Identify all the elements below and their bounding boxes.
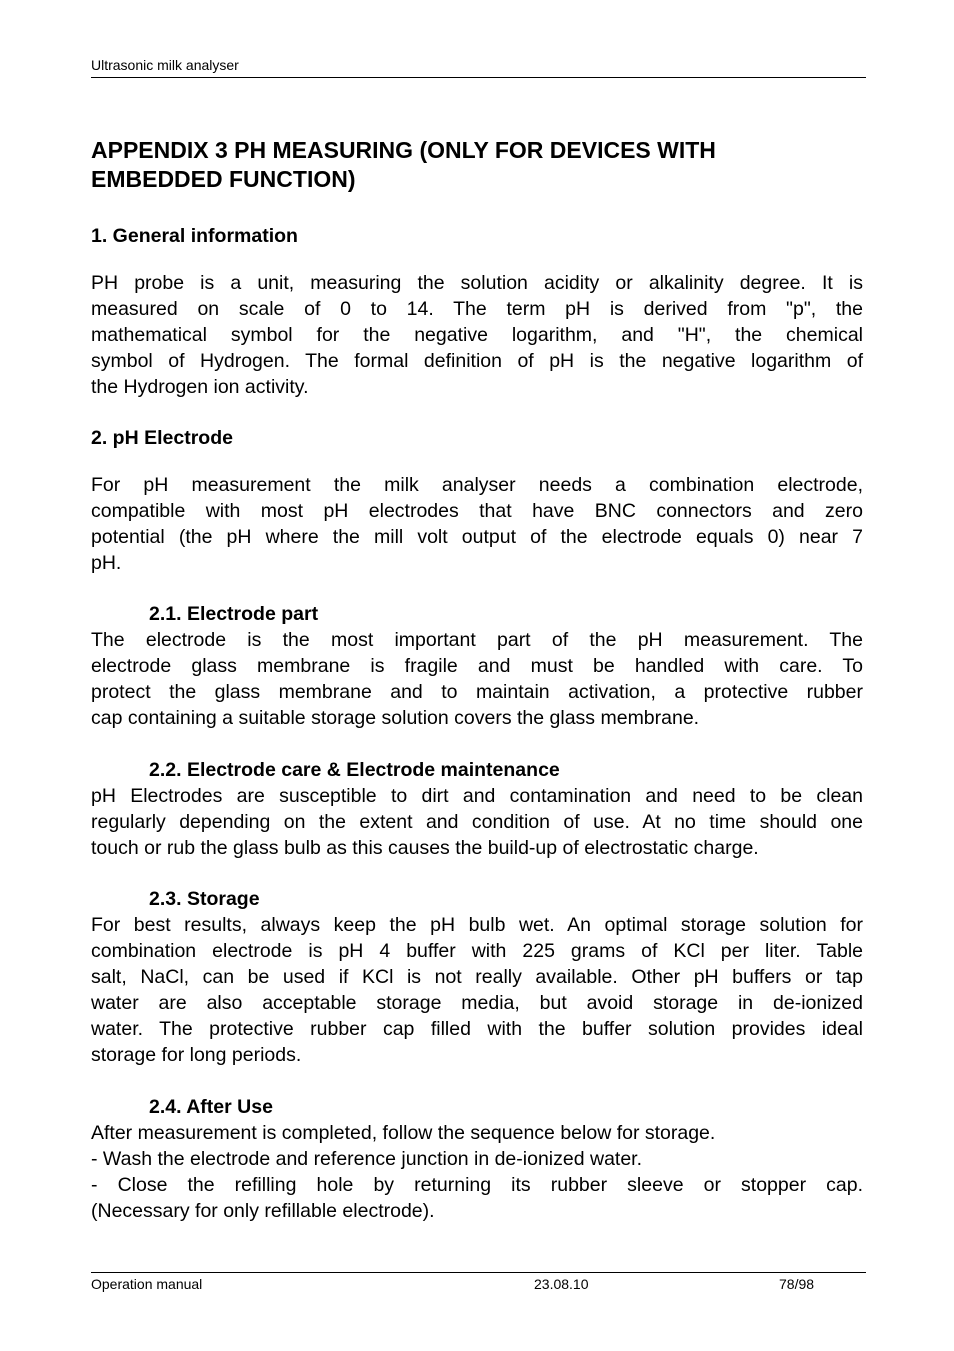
subsection-heading-care: 2.2. Electrode care & Electrode maintenance — [149, 759, 560, 781]
text-line: cap containing a suitable storage solution covers the glass membrane. — [91, 707, 700, 729]
text-line: electrode glass membrane is fragile and must be handled with care. To — [91, 655, 863, 677]
text-line: salt, NaCl, can be used if KCl is not really available. Other pH buffers or tap — [91, 966, 863, 988]
text-line: After measurement is completed, follow the sequence below for storage. — [91, 1122, 716, 1144]
page-header — [91, 57, 866, 78]
text-line: touch or rub the glass bulb as this causes the build-up of electrostatic charge. — [91, 837, 759, 859]
text-line: combination electrode is pH 4 buffer with 225 grams of KCl per liter. Table — [91, 940, 863, 962]
text-line: (Necessary for only refillable electrode). — [91, 1200, 435, 1222]
text-line: regularly depending on the extent and condition of use. At no time should one — [91, 811, 863, 833]
document-body — [91, 136, 863, 1224]
text-line: pH. — [91, 552, 122, 574]
text-line: For pH measurement the milk analyser needs a combination electrode, — [91, 474, 863, 496]
footer-document-name: Operation manual — [91, 1276, 203, 1292]
text-line: water are also acceptable storage media, but avoid storage in de-ionized — [91, 992, 863, 1014]
text-line: the Hydrogen ion activity. — [91, 376, 309, 398]
text-line: measured on scale of 0 to 14. The term pH is derived from "p", the — [91, 298, 863, 320]
text-line: storage for long periods. — [91, 1044, 302, 1066]
text-line: symbol of Hydrogen. The formal definition of pH is the negative logarithm of — [91, 350, 863, 372]
text-line: potential (the pH where the mill volt output of the electrode equals 0) near 7 — [91, 526, 863, 548]
text-line: mathematical symbol for the negative logarithm, and "H", the chemical — [91, 324, 863, 346]
text-line: - Wash the electrode and reference junction in de-ionized water. — [91, 1148, 643, 1170]
subsection-heading-electrode-part: 2.1. Electrode part — [149, 603, 319, 625]
text-line: water. The protective rubber cap filled with the buffer solution provides ideal — [91, 1018, 863, 1040]
page-footer — [91, 1272, 866, 1292]
text-line: PH probe is a unit, measuring the solution acidity or alkalinity degree. It is — [91, 272, 863, 294]
subsection-text-electrode-part — [91, 627, 863, 731]
text-line: - Close the refilling hole by returning its rubber sleeve or stopper cap. — [91, 1174, 863, 1196]
subsection-heading-storage: 2.3. Storage — [149, 888, 260, 910]
appendix-title — [91, 136, 863, 194]
appendix-title-line: EMBEDDED FUNCTION) — [91, 166, 356, 192]
section-heading-electrode: 2. pH Electrode — [91, 427, 233, 449]
footer-page-number: 78/98 — [779, 1276, 815, 1292]
text-line: protect the glass membrane and to maintain activation, a protective rubber — [91, 681, 863, 703]
subsection-heading-after-use: 2.4. After Use — [149, 1096, 273, 1118]
header-title: Ultrasonic milk analyser — [91, 57, 239, 73]
text-line: compatible with most pH electrodes that have BNC connectors and zero — [91, 500, 863, 522]
subsection-text-care — [91, 783, 863, 861]
section-text-general — [91, 270, 863, 400]
section-text-electrode — [91, 472, 863, 576]
section-heading-general: 1. General information — [91, 225, 298, 247]
appendix-title-line: APPENDIX 3 PH MEASURING (ONLY FOR DEVICES WITH — [91, 137, 716, 163]
text-line: The electrode is the most important part of the pH measurement. The — [91, 629, 863, 651]
subsection-text-storage — [91, 912, 863, 1068]
subsection-text-after-use — [91, 1120, 863, 1224]
footer-date: 23.08.10 — [534, 1276, 589, 1292]
text-line: For best results, always keep the pH bulb wet. An optimal storage solution for — [91, 914, 863, 936]
text-line: pH Electrodes are susceptible to dirt and contamination and need to be clean — [91, 785, 863, 807]
